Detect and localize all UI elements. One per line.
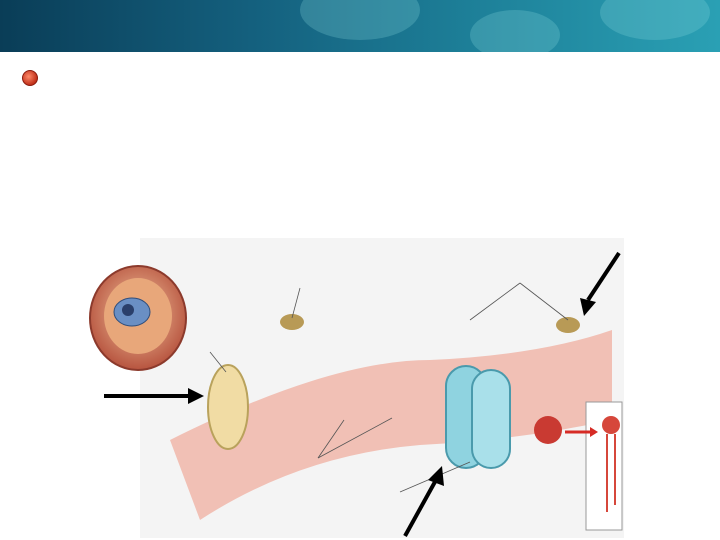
highlighted-phospholipid bbox=[534, 416, 562, 444]
cell-illustration bbox=[90, 266, 186, 370]
surface-protein bbox=[280, 314, 304, 330]
surface-protein bbox=[556, 317, 580, 333]
peripheral-protein bbox=[208, 365, 248, 449]
phospholipid-inset bbox=[586, 402, 622, 530]
protein-channel bbox=[446, 366, 510, 468]
